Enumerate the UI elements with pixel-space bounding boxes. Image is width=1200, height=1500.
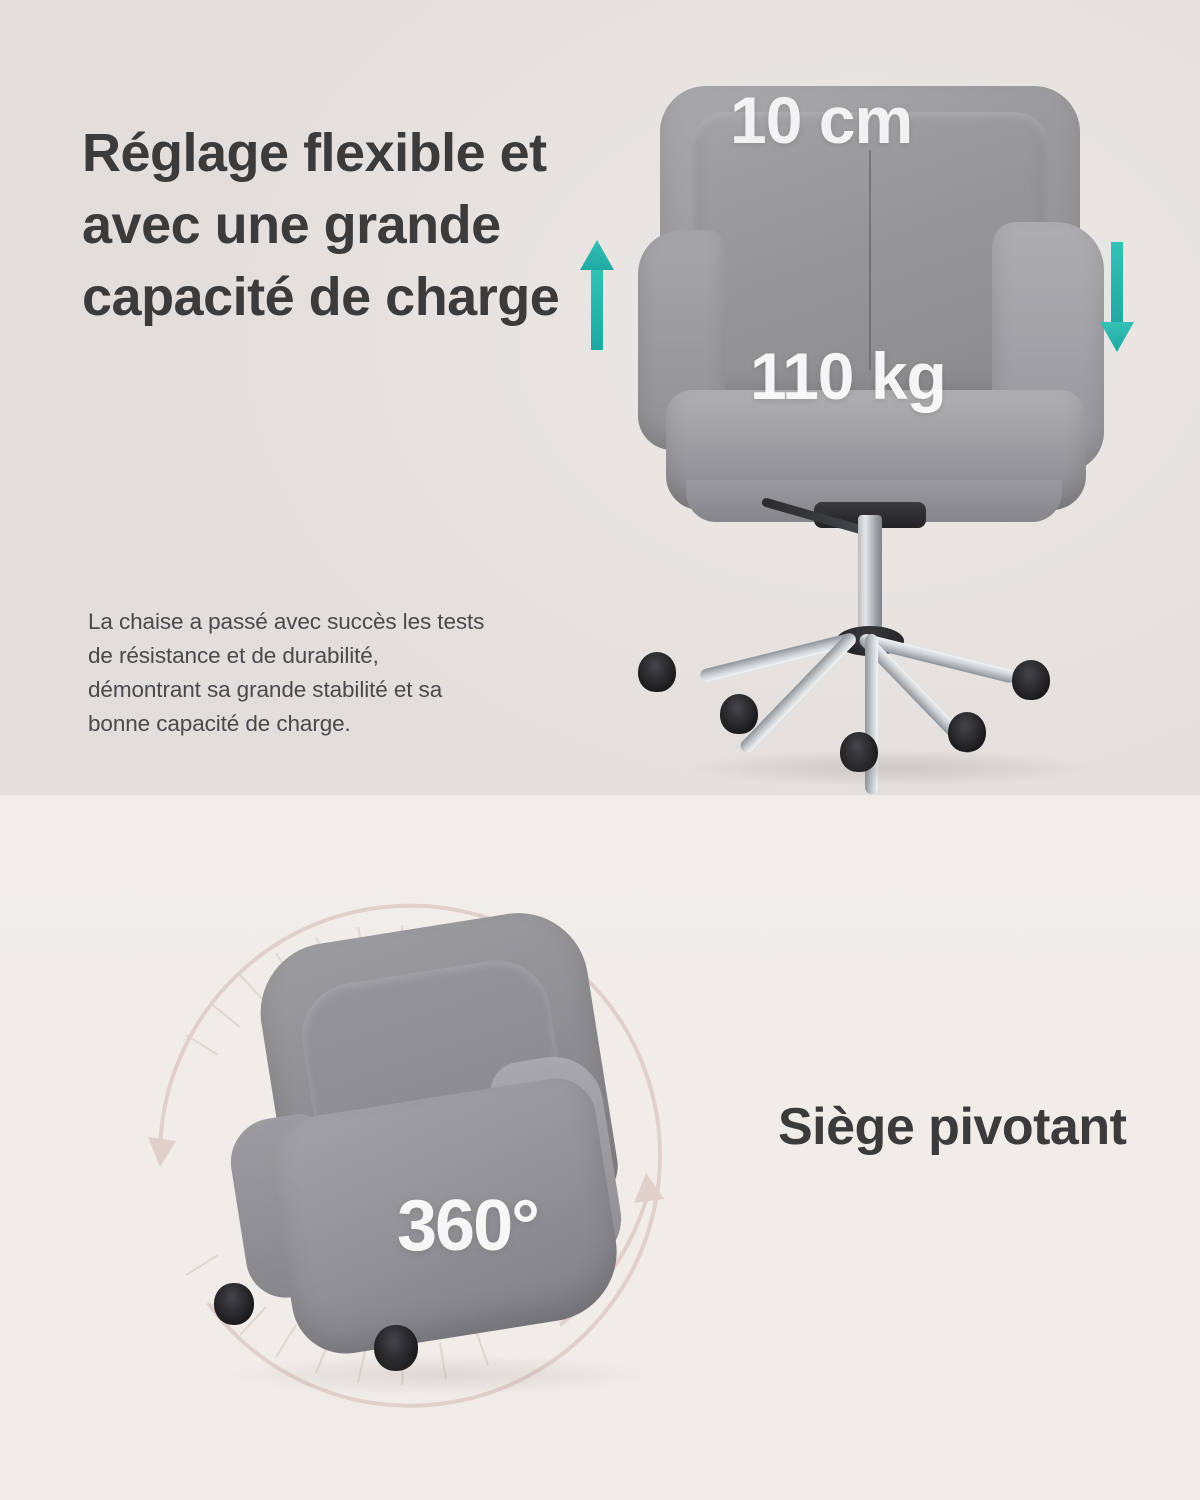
chair-gas-lift-cylinder [858, 515, 882, 635]
panel-swivel-seat [0, 795, 1200, 1500]
page-title: Réglage flexible et avec une grande capacité de charge [82, 123, 560, 327]
arrow-up-icon [580, 240, 614, 350]
chair-caster [638, 652, 676, 692]
badge-load-capacity: 110 kg [750, 339, 946, 413]
chair-side-view-image [600, 60, 1160, 790]
chair-caster [1012, 660, 1050, 700]
rotation-illustration [90, 855, 710, 1445]
chair-backrest-seam [869, 150, 871, 370]
badge-height-adjustment: 10 cm [730, 83, 913, 157]
chair-shadow [230, 1355, 650, 1395]
chair-caster [214, 1283, 254, 1325]
chair-top-view-image [202, 927, 642, 1377]
swivel-seat-title: Siège pivotant [778, 1098, 1127, 1157]
chair-caster [720, 694, 758, 734]
top-panel-body-text: La chaise a passé avec succès les tests de résistance et de durabilité, démontrant sa grande stabilité et sa bonne capacité de charge. [88, 608, 485, 737]
chair-caster [948, 712, 986, 752]
arrow-down-icon [1100, 242, 1134, 352]
chair-shadow [690, 750, 1090, 786]
badge-rotation-degrees: 360° [397, 1186, 538, 1266]
